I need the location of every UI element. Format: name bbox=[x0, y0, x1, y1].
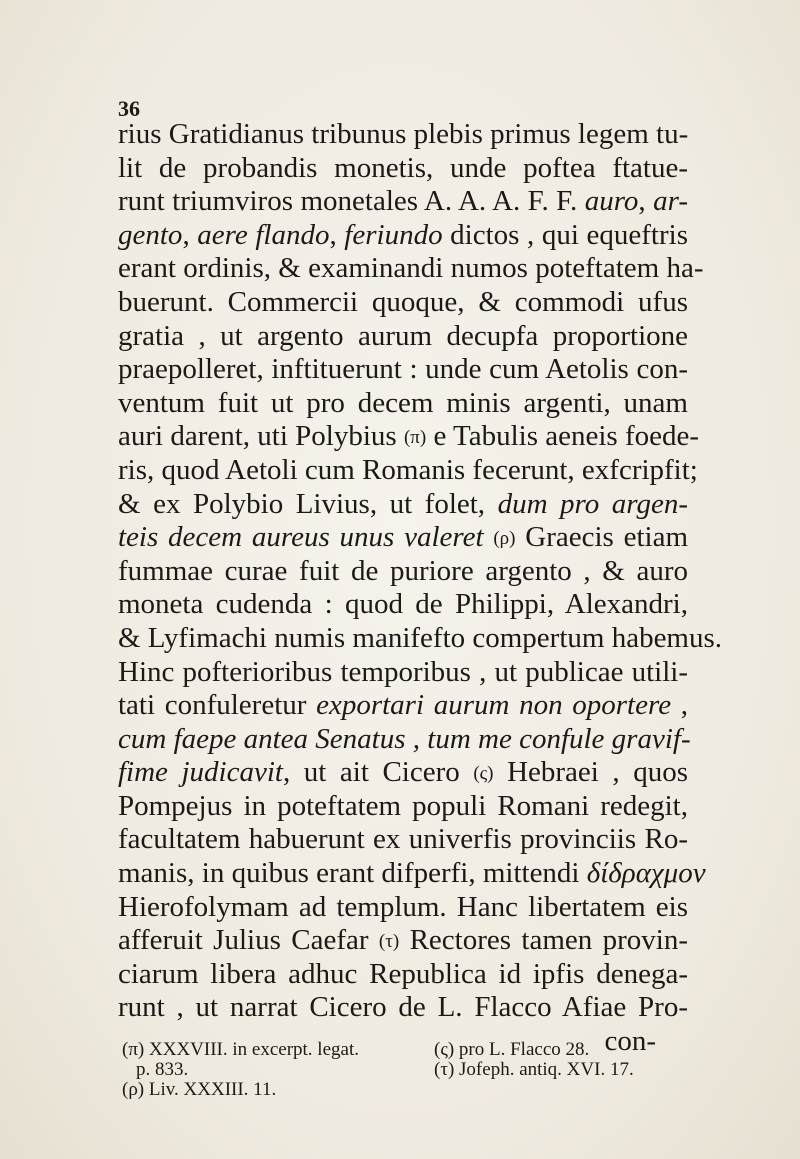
text-line bbox=[118, 555, 688, 589]
text-line bbox=[118, 387, 688, 421]
text-line bbox=[118, 252, 704, 286]
text-line bbox=[118, 286, 688, 320]
text-line bbox=[118, 185, 688, 219]
text-line bbox=[118, 588, 688, 622]
text-run: buerunt. Commercii quoque, & commodi ufus bbox=[118, 285, 688, 318]
text-run: e Tabulis aeneis foede- bbox=[426, 420, 700, 453]
text-run: Graecis etiam bbox=[515, 521, 688, 554]
footnote-marker: (τ) bbox=[378, 931, 400, 953]
italic-text-run: aere flando bbox=[197, 218, 330, 251]
text-run: runt , ut narrat Cicero de L. Flacco Afiae Pro- bbox=[118, 991, 688, 1024]
text-run: Hinc pofterioribus temporibus , ut publicae utili- bbox=[118, 655, 688, 688]
text-line bbox=[118, 453, 698, 488]
page-number: 36 bbox=[118, 96, 140, 121]
text-run: & Lyfimachi numis manifefto compertum habemus. bbox=[118, 621, 723, 654]
footnote: (ς) pro L. Flacco 28. bbox=[434, 1039, 590, 1060]
text-line bbox=[118, 488, 688, 522]
text-line bbox=[118, 689, 688, 723]
text-line bbox=[118, 756, 688, 790]
italic-text-run: auro bbox=[584, 185, 639, 218]
text-run: rius Gratidianus tribunus plebis primus legem tu- bbox=[118, 118, 689, 150]
text-run bbox=[484, 521, 494, 553]
italic-text-run: δίδραχμον bbox=[586, 857, 706, 890]
text-line bbox=[118, 420, 700, 454]
text-line bbox=[118, 857, 706, 891]
text-run: erant ordinis, & examinandi numos poteftatem ha- bbox=[118, 252, 704, 285]
text-run: Hebraei , quos bbox=[493, 756, 688, 789]
footnote: (τ) Jofeph. antiq. XVI. 17. bbox=[434, 1059, 634, 1080]
text-line bbox=[118, 320, 688, 354]
text-run: runt triumviros monetales A. A. A. F. F. bbox=[118, 185, 585, 218]
footnote: (π) XXXVIII. in excerpt. legat. bbox=[122, 1039, 359, 1060]
text-line bbox=[118, 924, 688, 958]
text-run: dictos , qui equeftris bbox=[442, 218, 688, 251]
italic-text-run: teis decem aureus unus valeret bbox=[118, 521, 484, 554]
text-line bbox=[118, 621, 723, 656]
text-line bbox=[118, 656, 688, 690]
text-run: & ex Polybio Livius, ut folet, bbox=[118, 487, 498, 520]
text-run: , bbox=[638, 185, 654, 218]
italic-text-run: ar- bbox=[653, 185, 688, 218]
text-run: moneta cudenda : quod de Philippi, Alexandri, bbox=[118, 588, 688, 621]
footnote-marker: (ρ) bbox=[493, 528, 516, 550]
footnote-marker: (ς) bbox=[473, 763, 494, 785]
italic-text-run: dum pro argen- bbox=[497, 487, 688, 520]
text-run: Rectores tamen provin- bbox=[399, 924, 688, 957]
footnotes-left-column bbox=[122, 1040, 422, 1100]
italic-text-run: gento bbox=[118, 218, 183, 251]
text-run: ciarum libera adhuc Republica id ipfis denega- bbox=[118, 957, 688, 990]
text-line bbox=[118, 991, 688, 1025]
text-run: tati confuleretur bbox=[118, 689, 317, 722]
italic-text-run: cum faepe antea Senatus , tum me confule gravif- bbox=[118, 722, 691, 755]
text-run: gratia , ut argento aurum decupfa proportione bbox=[118, 319, 688, 352]
text-run: ventum fuit ut pro decem minis argenti, unam bbox=[118, 386, 688, 419]
footnote: p. 833. bbox=[136, 1059, 189, 1080]
text-run: auri darent, uti Polybius bbox=[118, 420, 404, 453]
text-line bbox=[118, 823, 688, 857]
text-run: , bbox=[671, 689, 689, 722]
text-run: Pompejus in poteftatem populi Romani redegit, bbox=[118, 789, 688, 822]
footnotes-right-column bbox=[434, 1040, 694, 1080]
text-line bbox=[118, 722, 691, 757]
text-line bbox=[118, 958, 688, 992]
text-line bbox=[118, 353, 688, 387]
text-line bbox=[118, 152, 688, 186]
italic-text-run: feriundo bbox=[344, 218, 443, 251]
text-run: afferuit Julius Caefar bbox=[118, 924, 379, 957]
body-text bbox=[118, 118, 723, 1059]
text-run: lit de probandis monetis, unde poftea ftatue- bbox=[118, 151, 688, 184]
text-line bbox=[118, 118, 688, 152]
text-run: manis, in quibus erant difperfi, mittendi bbox=[118, 857, 587, 890]
italic-text-run: fime judicavit bbox=[118, 756, 283, 789]
italic-text-run: exportari aurum non oportere bbox=[316, 689, 672, 722]
text-run: Hierofolymam ad templum. Hanc libertatem eis bbox=[118, 890, 688, 923]
footnote: (ρ) Liv. XXXIII. 11. bbox=[122, 1079, 277, 1100]
text-run: praepolleret, inftituerunt : unde cum Aetolis con- bbox=[118, 353, 688, 386]
footnote-marker: (π) bbox=[403, 427, 427, 449]
text-run: fummae curae fuit de puriore argento , & auro bbox=[118, 554, 688, 587]
text-line bbox=[118, 891, 688, 925]
text-line bbox=[118, 521, 688, 555]
text-run: facultatem habuerunt ex univerfis provinciis Ro- bbox=[118, 823, 688, 856]
text-line bbox=[118, 219, 688, 253]
text-run: , bbox=[182, 218, 198, 251]
text-line bbox=[118, 790, 688, 824]
text-run: ris, quod Aetoli cum Romanis fecerunt, exfcripfit; bbox=[118, 453, 698, 486]
text-run: , bbox=[329, 218, 345, 251]
text-run: , ut ait Cicero bbox=[282, 756, 474, 789]
text-run: con- bbox=[604, 1025, 656, 1058]
